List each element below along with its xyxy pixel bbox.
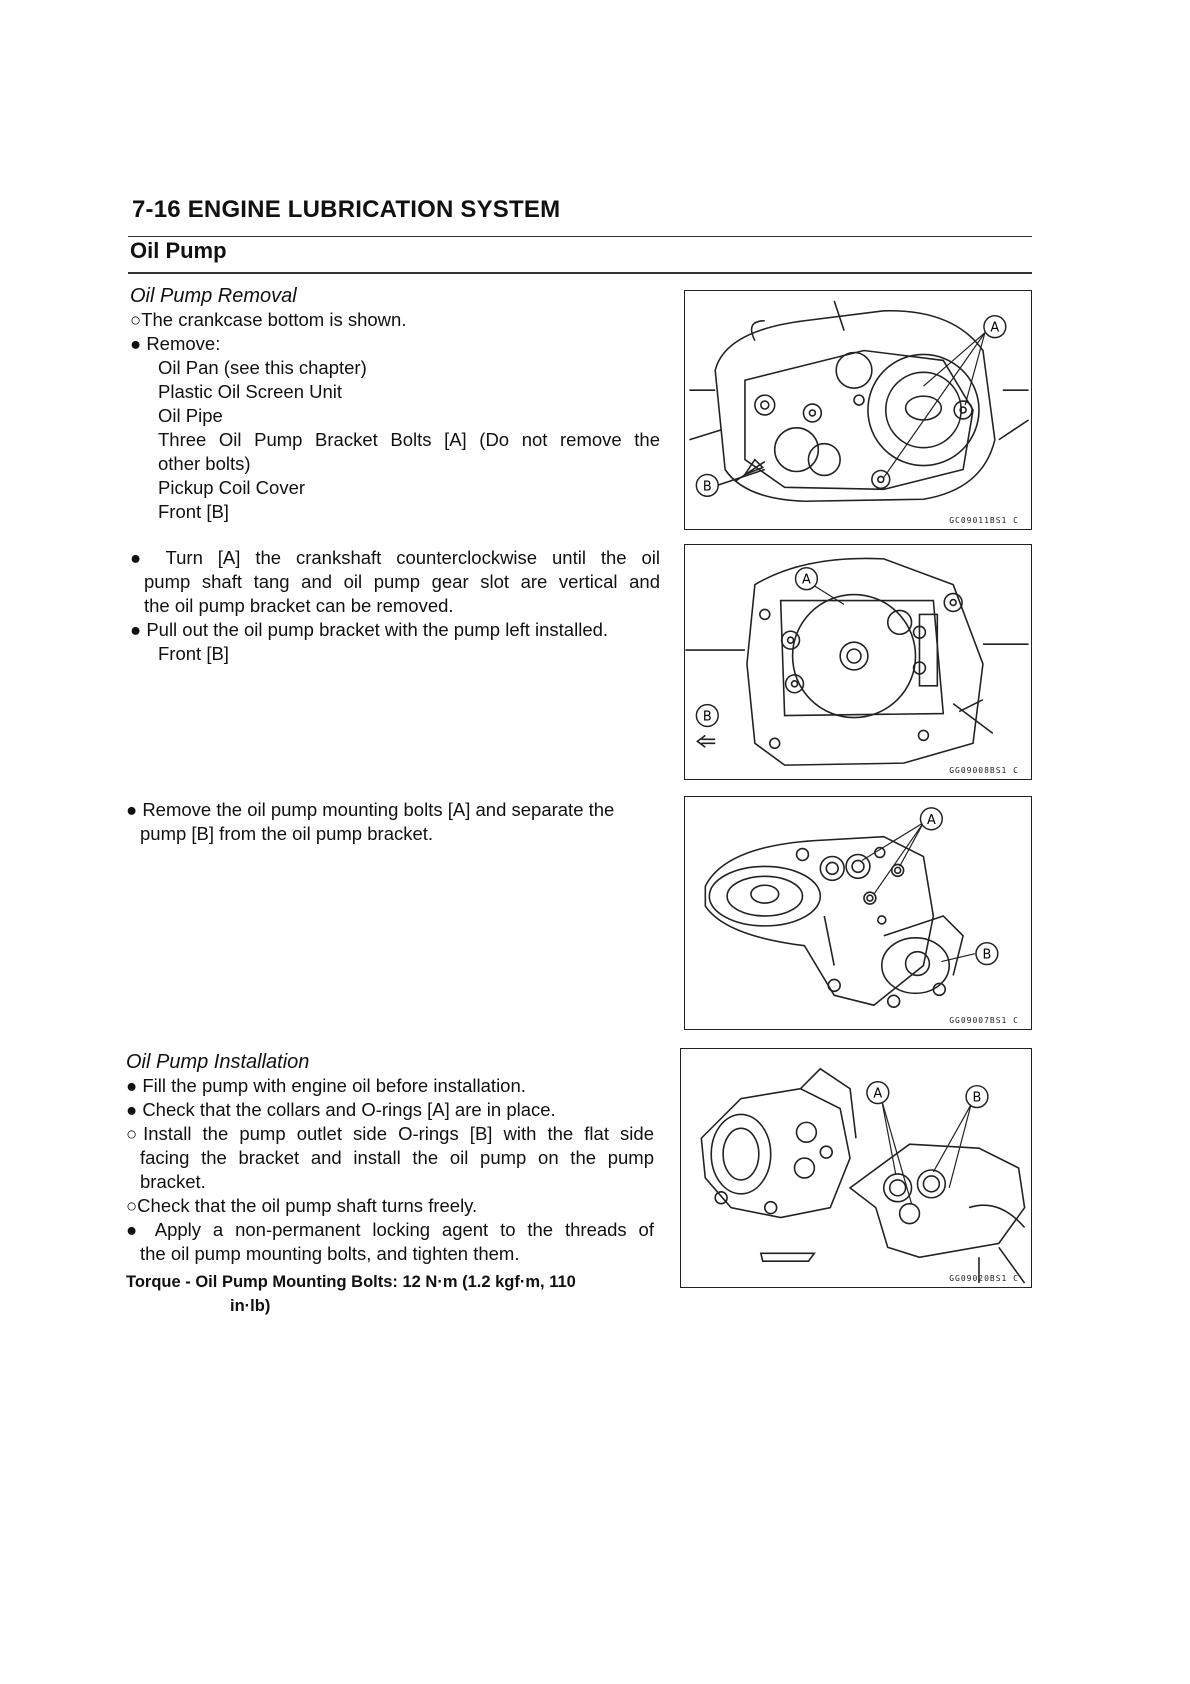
step-fill-oil: ● Fill the pump with engine oil before installation. <box>126 1075 526 1096</box>
pump-bracket-illustration <box>685 797 1031 1029</box>
page-title: 7-16 ENGINE LUBRICATION SYSTEM <box>132 196 561 223</box>
callout-a-text: A <box>926 812 936 828</box>
step-remove: ● Remove: <box>130 333 221 354</box>
step-crankcase-shown: ○The crankcase bottom is shown. <box>130 309 407 330</box>
section-rule <box>128 272 1032 274</box>
callout-b <box>976 943 998 965</box>
figure-code: GG09007BS1 C <box>949 1016 1019 1025</box>
figure-code: GG09020BS1 C <box>949 1274 1019 1283</box>
figure-pump-bracket <box>684 796 1032 1030</box>
callout-a-text: A <box>802 572 811 588</box>
callout-b <box>966 1086 988 1108</box>
section-title: Oil Pump <box>130 238 227 263</box>
callout-b-text: B <box>702 709 712 725</box>
step-check-shaft: ○Check that the oil pump shaft turns freely. <box>126 1195 478 1216</box>
step-check-collars: ● Check that the collars and O-rings [A] are in place. <box>126 1099 556 1120</box>
step-remove-bolts: ● Remove the oil pump mounting bolts [A] and separate the <box>126 799 615 820</box>
callout-a <box>867 1082 889 1104</box>
callout-a <box>796 568 818 590</box>
removal-block-1 <box>130 284 660 524</box>
remove-item: Pickup Coil Cover <box>158 477 306 498</box>
step-install-orings-cont: bracket. <box>140 1171 206 1192</box>
crankshaft-illustration <box>685 545 1031 779</box>
step-remove-bolts-cont: pump [B] from the oil pump bracket. <box>140 823 434 844</box>
callout-b <box>696 474 718 496</box>
torque-spec-cont: in·lb) <box>230 1297 271 1315</box>
removal-block-3 <box>126 798 656 846</box>
remove-item: Oil Pipe <box>158 405 223 426</box>
front-label: Front [B] <box>158 643 229 664</box>
pump-installation-illustration <box>681 1049 1031 1287</box>
step-apply-locking-agent: ● Apply a non-permanent locking agent to the threads of <box>126 1219 654 1240</box>
crankcase-bottom-illustration <box>685 291 1031 529</box>
callout-b-text: B <box>702 479 712 495</box>
step-turn-crankshaft: ● Turn [A] the crankshaft counterclockwise until the oil <box>130 547 660 568</box>
step-turn-crankshaft-cont: pump shaft tang and oil pump gear slot are vertical and <box>144 571 660 592</box>
callout-a <box>984 316 1006 338</box>
installation-heading: Oil Pump Installation <box>126 1051 310 1073</box>
remove-item: Oil Pan (see this chapter) <box>158 357 367 378</box>
step-install-orings: ○Install the pump outlet side O-rings [B] with the flat side <box>126 1123 654 1144</box>
callout-a-text: A <box>873 1086 883 1102</box>
figure-code: GC09011BS1 C <box>949 516 1019 525</box>
step-turn-crankshaft-cont: the oil pump bracket can be removed. <box>144 595 454 616</box>
remove-item: other bolts) <box>158 453 251 474</box>
removal-heading: Oil Pump Removal <box>130 285 297 307</box>
installation-block <box>126 1050 654 1318</box>
removal-block-2 <box>130 546 660 666</box>
remove-item: Plastic Oil Screen Unit <box>158 381 343 402</box>
figure-crankcase-bottom <box>684 290 1032 530</box>
figure-pump-installation <box>680 1048 1032 1288</box>
callout-a-text: A <box>990 320 1000 336</box>
callout-b-text: B <box>982 947 992 963</box>
remove-item: Front [B] <box>158 501 229 522</box>
callout-a <box>920 808 942 830</box>
torque-spec: Torque - Oil Pump Mounting Bolts: 12 N·m (1.2 kgf·m, 110 <box>126 1273 576 1291</box>
step-apply-locking-agent-cont: the oil pump mounting bolts, and tighten them. <box>140 1243 520 1264</box>
figure-crankshaft-turn <box>684 544 1032 780</box>
header-rule <box>128 236 1032 237</box>
callout-b-text: B <box>972 1090 982 1106</box>
step-pull-bracket: ● Pull out the oil pump bracket with the pump left installed. <box>130 619 609 640</box>
remove-item: Three Oil Pump Bracket Bolts [A] (Do not remove the <box>158 429 660 450</box>
callout-b <box>696 705 718 727</box>
step-install-orings-cont: facing the bracket and install the oil pump on the pump <box>140 1147 654 1168</box>
figure-code: GG09008BS1 C <box>949 766 1019 775</box>
